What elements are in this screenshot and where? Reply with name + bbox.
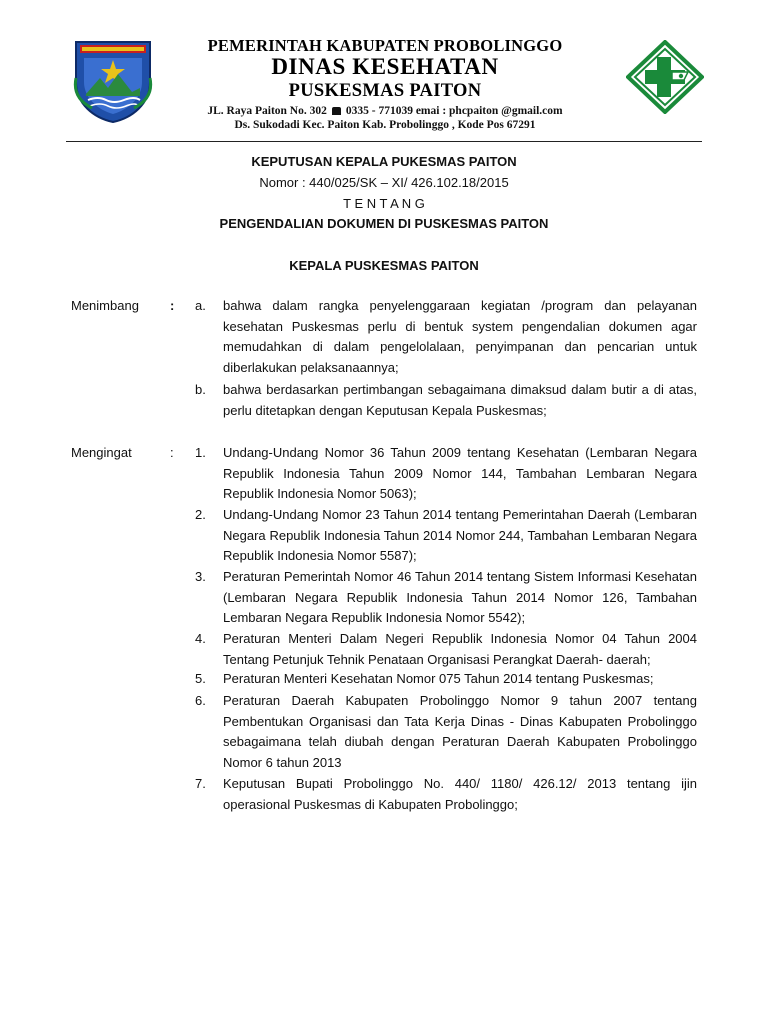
list-marker: 6. bbox=[195, 693, 206, 708]
authority-heading: KEPALA PUSKESMAS PAITON bbox=[289, 258, 479, 273]
list-marker: 5. bbox=[195, 671, 206, 686]
list-marker: 3. bbox=[195, 569, 206, 584]
mengingat-label: Mengingat bbox=[71, 445, 132, 460]
letterhead-divider bbox=[66, 141, 702, 142]
kabupaten-probolinggo-emblem-icon bbox=[72, 38, 154, 124]
puskesmas-cross-logo-icon bbox=[626, 40, 704, 114]
list-item: Keputusan Bupati Probolinggo No. 440/ 1180/ 426.12/ 2013 tentang ijin operasional Puskesmas di Kabupaten Probolinggo; bbox=[223, 776, 697, 812]
government-name: PEMERINTAH KABUPATEN PROBOLINGGO bbox=[207, 36, 563, 55]
decree-subject: PENGENDALIAN DOKUMEN DI PUSKESMAS PAITON bbox=[219, 216, 549, 231]
list-item: bahwa berdasarkan pertimbangan sebagaimana dimaksud dalam butir a di atas, perlu ditetapkan dengan Keputusan Kepala Puskesmas; bbox=[223, 382, 697, 418]
list-item: Peraturan Pemerintah Nomor 46 Tahun 2014 tentang Sistem Informasi Kesehatan (Lembaran Negara Republik Indonesia Tahun 2014 Nomor 126, Tambahan Lembaran Negara Republik Indonesia Nomor 5542); bbox=[223, 569, 697, 625]
menimbang-colon: : bbox=[170, 298, 175, 313]
list-item: Peraturan Menteri Kesehatan Nomor 075 Tahun 2014 tentang Puskesmas; bbox=[223, 671, 654, 686]
list-item: Undang-Undang Nomor 23 Tahun 2014 tentang Pemerintahan Daerah (Lembaran Negara Republik Indonesia Tahun 2014 Nomor 244, Tambahan Lembaran Negara Republik Indonesia Nomor 5587); bbox=[223, 507, 697, 563]
phone-icon bbox=[332, 107, 341, 115]
list-marker: 2. bbox=[195, 507, 206, 522]
list-marker: 1. bbox=[195, 445, 206, 460]
list-marker: 4. bbox=[195, 631, 206, 646]
address-street: JL. Raya Paiton No. 302 bbox=[207, 105, 327, 117]
list-item: bahwa dalam rangka penyelenggaraan kegiatan /program dan pelayanan kesehatan Puskesmas perlu di bentuk system pengendalian dokumen agar memudahkan di dalam pengelolalaan, penyimpanan dan pencarian untuk diberlakukan pelaksanaannya; bbox=[223, 298, 697, 375]
list-marker: a. bbox=[195, 298, 206, 313]
list-item: Undang-Undang Nomor 36 Tahun 2009 tentang Kesehatan (Lembaran Negara Republik Indonesia Tahun 2009 Nomor 144, Tambahan Lembaran Negara Republik Indonesia Nomor 5063); bbox=[223, 445, 697, 501]
address-line-1 bbox=[150, 105, 620, 117]
list-marker: 7. bbox=[195, 776, 206, 791]
tentang-heading: T E N T A N G bbox=[343, 196, 425, 211]
mengingat-colon: : bbox=[170, 445, 174, 460]
decree-number: Nomor : 440/025/SK – XI/ 426.102.18/2015 bbox=[259, 175, 509, 190]
decree-title: KEPUTUSAN KEPALA PUKESMAS PAITON bbox=[251, 154, 517, 169]
puskesmas-name: PUSKESMAS PAITON bbox=[288, 81, 482, 101]
list-item: Peraturan Daerah Kabupaten Probolinggo Nomor 9 tahun 2007 tentang Pembentukan Organisasi dan Tata Kerja Dinas - Dinas Kabupaten Probolinggo sebagaimana telah diubah dengan Peraturan Daerah Kabupaten Probolinggo Nomor 6 tahun 2013 bbox=[223, 693, 697, 770]
department-name: DINAS KESEHATAN bbox=[271, 54, 499, 79]
address-line-2: Ds. Sukodadi Kec. Paiton Kab. Probolinggo , Kode Pos 67291 bbox=[234, 119, 536, 131]
address-contact: 0335 - 771039 emai : phcpaiton @gmail.com bbox=[345, 105, 563, 117]
menimbang-label: Menimbang bbox=[71, 298, 139, 313]
list-item: Peraturan Menteri Dalam Negeri Republik Indonesia Nomor 04 Tahun 2004 Tentang Petunjuk Tehnik Penataan Organisasi Perangkat Daerah- daerah; bbox=[223, 631, 697, 667]
list-marker: b. bbox=[195, 382, 206, 397]
